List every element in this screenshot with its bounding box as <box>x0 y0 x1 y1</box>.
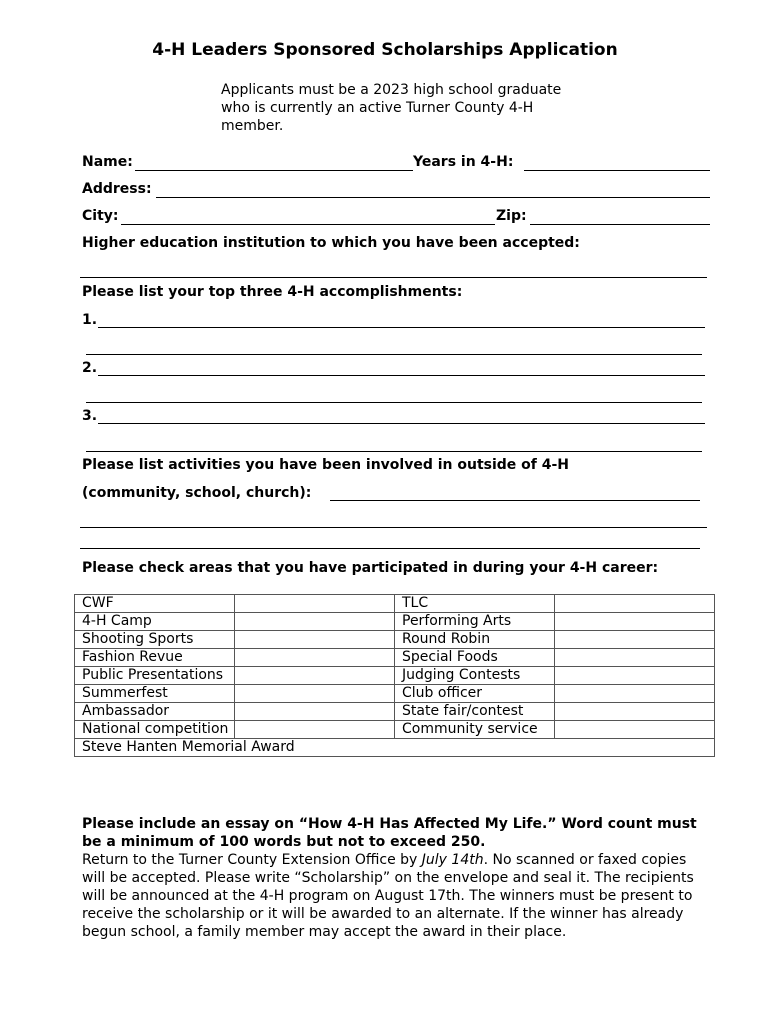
area-check-cell[interactable] <box>235 703 395 721</box>
accomplishment-number-1: 1. <box>82 312 98 328</box>
area-label: Ambassador <box>75 703 235 721</box>
accomplishment-2-line-1[interactable] <box>98 375 705 376</box>
accomplishment-number-2: 2. <box>82 360 98 376</box>
area-check-cell[interactable] <box>555 595 715 613</box>
area-check-cell[interactable] <box>555 613 715 631</box>
area-label: State fair/contest <box>395 703 555 721</box>
area-label: Round Robin <box>395 631 555 649</box>
table-row <box>75 721 715 739</box>
participation-table <box>74 594 715 757</box>
area-check-cell[interactable] <box>555 721 715 739</box>
accomplishment-1-line-2[interactable] <box>86 354 702 355</box>
area-check-cell[interactable] <box>235 613 395 631</box>
accomplishment-number-3: 3. <box>82 408 98 424</box>
table-row <box>75 685 715 703</box>
address-label: Address: <box>82 181 152 197</box>
city-label: City: <box>82 208 119 224</box>
table-row <box>75 631 715 649</box>
return-deadline: July 14th <box>421 852 484 868</box>
institution-field[interactable] <box>80 277 707 278</box>
institution-label: Higher education institution to which you have been accepted: <box>82 235 580 251</box>
name-label: Name: <box>82 154 133 170</box>
table-row <box>75 703 715 721</box>
area-check-cell[interactable] <box>555 631 715 649</box>
name-field[interactable] <box>135 170 413 171</box>
area-check-cell[interactable] <box>235 631 395 649</box>
area-label: Club officer <box>395 685 555 703</box>
area-check-cell[interactable] <box>235 595 395 613</box>
accomplishment-1-line-1[interactable] <box>98 327 705 328</box>
accomplishment-2-line-2[interactable] <box>86 402 702 403</box>
area-label: Steve Hanten Memorial Award <box>75 739 715 757</box>
area-check-cell[interactable] <box>235 649 395 667</box>
years-label: Years in 4-H: <box>413 154 514 170</box>
return-instructions <box>82 851 712 941</box>
accomplishments-label: Please list your top three 4-H accomplishments: <box>82 284 463 300</box>
activities-label-line-1: Please list activities you have been involved in outside of 4-H <box>82 457 570 473</box>
essay-requirement: Please include an essay on “How 4-H Has Affected My Life.” Word count must be a minimum of 100 words but not to exceed 250. <box>82 816 697 850</box>
page-title: 4-H Leaders Sponsored Scholarships Application <box>152 40 618 60</box>
table-row <box>75 739 715 757</box>
area-label: Judging Contests <box>395 667 555 685</box>
area-check-cell[interactable] <box>555 649 715 667</box>
return-text-1: Return to the Turner County Extension Office by <box>82 852 422 868</box>
area-label: TLC <box>395 595 555 613</box>
return-text-2: . No scanned or faxed copies will be accepted. Please write “Scholarship” on the envelope and seal it. The recipients will be announced at the 4-H program on August 17th. The winners must be present to receive the scholarship or it will be awarded to an alternate. If the winner has already begun school, a family member may accept the award in their place. <box>82 852 694 940</box>
area-label: Community service <box>395 721 555 739</box>
area-label: CWF <box>75 595 235 613</box>
area-label: Special Foods <box>395 649 555 667</box>
table-row <box>75 649 715 667</box>
address-field[interactable] <box>156 197 710 198</box>
accomplishment-3-line-1[interactable] <box>98 423 705 424</box>
area-label: 4-H Camp <box>75 613 235 631</box>
years-field[interactable] <box>524 170 710 171</box>
area-check-cell[interactable] <box>235 721 395 739</box>
eligibility-note: Applicants must be a 2023 high school graduate who is currently an active Turner County 4-H member. <box>221 82 562 134</box>
table-row <box>75 595 715 613</box>
table-row <box>75 667 715 685</box>
check-areas-label: Please check areas that you have participated in during your 4-H career: <box>82 560 659 576</box>
activities-line-1[interactable] <box>330 500 700 501</box>
table-row <box>75 613 715 631</box>
zip-field[interactable] <box>530 224 710 225</box>
zip-label: Zip: <box>496 208 527 224</box>
area-check-cell[interactable] <box>555 685 715 703</box>
area-label: Performing Arts <box>395 613 555 631</box>
activities-line-3[interactable] <box>80 548 700 549</box>
city-field[interactable] <box>121 224 495 225</box>
activities-label-line-2: (community, school, church): <box>82 485 312 501</box>
area-label: Public Presentations <box>75 667 235 685</box>
area-label: Fashion Revue <box>75 649 235 667</box>
area-check-cell[interactable] <box>235 667 395 685</box>
area-label: National competition <box>75 721 235 739</box>
essay-instructions <box>82 815 712 941</box>
area-label: Shooting Sports <box>75 631 235 649</box>
activities-line-2[interactable] <box>80 527 707 528</box>
area-check-cell[interactable] <box>555 703 715 721</box>
area-label: Summerfest <box>75 685 235 703</box>
area-check-cell[interactable] <box>555 667 715 685</box>
accomplishment-3-line-2[interactable] <box>86 451 702 452</box>
area-check-cell[interactable] <box>235 685 395 703</box>
